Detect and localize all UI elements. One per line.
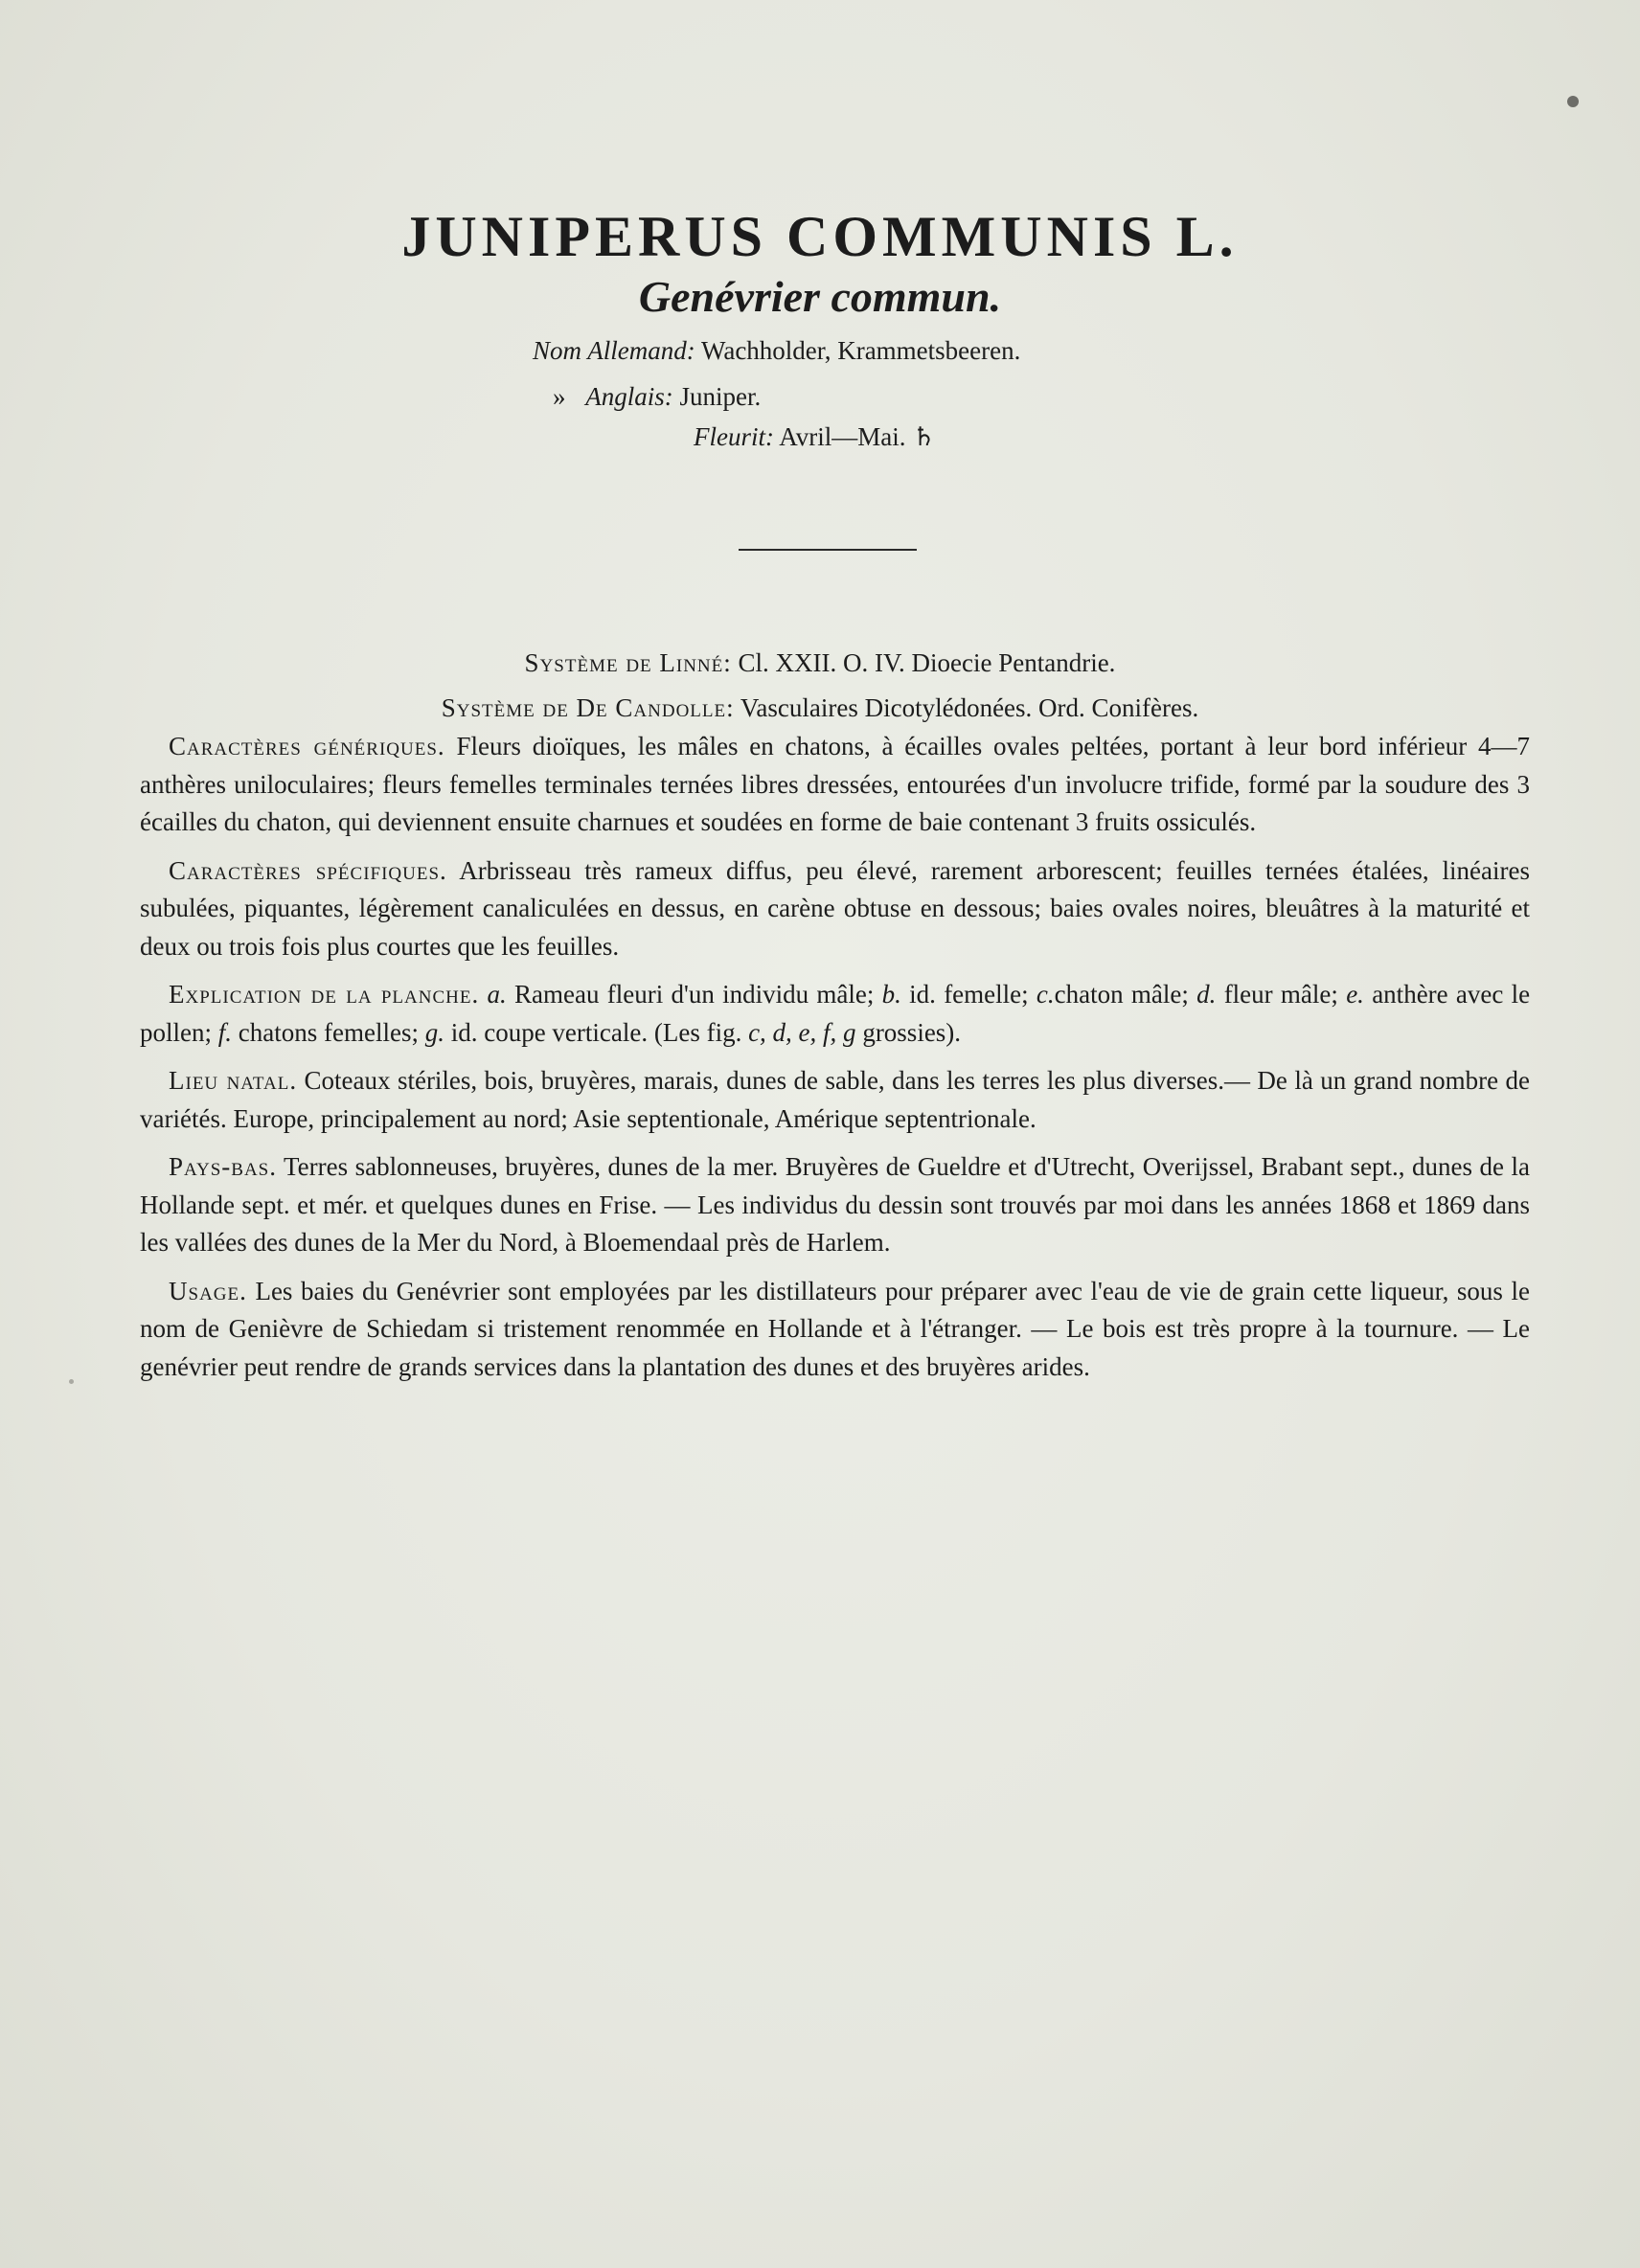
separator-rule — [739, 549, 917, 551]
fig-letter-a: a. — [487, 980, 507, 1009]
candolle-system-line — [0, 691, 1640, 725]
fig-letter-c: c. — [1036, 980, 1055, 1009]
generic-characters-label: Caractères génériques. — [169, 732, 445, 760]
netherlands-label: Pays-bas. — [169, 1152, 277, 1181]
plate-explanation-label: Explication de la planche. — [169, 980, 480, 1009]
flowering-line — [694, 420, 935, 454]
english-name-value: Juniper. — [679, 382, 762, 411]
generic-characters-paragraph — [140, 728, 1530, 842]
fig-letter-d: d. — [1196, 980, 1217, 1009]
fig-letter-e: e. — [1346, 980, 1364, 1009]
specific-characters-text: Arbrisseau très rameux diffus, peu élevé, rarement arborescent; feuilles ternées étalées, linéaires subulées, piquantes, légèrement canaliculées en dessus, en carène obtuse en dessous; baies ovales noires, bleuâtres à la maturité et deux ou trois fois plus courtes que les feuilles. — [140, 855, 1531, 961]
candolle-label: Système de De Candolle: — [441, 693, 735, 722]
native-habitat-text: Coteaux stériles, bois, bruyères, marais, dunes de sable, dans les terres les plus diverses.— De là un grand nombre de variétés. Europe, principalement au nord; Asie septentionale, Amérique septentrionale. — [140, 1066, 1530, 1133]
english-name-label: Anglais: — [585, 382, 673, 411]
plate-explanation-text: grossies). — [862, 1017, 962, 1047]
english-name-line — [553, 379, 761, 414]
paper-speck — [69, 1379, 74, 1384]
usage-text: Les baies du Genévrier sont employées par les distillateurs pour préparer avec l'eau de vie de grain cette liqueur, sous le nom de Genièvre de Schiedam si tristement renommée en Hollande et à l'étranger. — Le bois est très propre à la tournure. — Le genévrier peut rendre de grands services dans la plantation des dunes et des bruyères arides. — [140, 1276, 1530, 1381]
fig-letter-g: g. — [424, 1017, 444, 1047]
specific-characters-paragraph — [140, 852, 1530, 966]
common-name-subtitle: Genévrier commun. — [638, 272, 1002, 321]
flowering-value: Avril—Mai. ♄ — [779, 422, 936, 451]
flowering-label: Fleurit: — [694, 422, 774, 451]
plate-explanation-paragraph — [140, 976, 1530, 1052]
netherlands-text: Terres sablonneuses, bruyères, dunes de la mer. Bruyères de Gueldre et d'Utrecht, Overijssel, Brabant sept., dunes de la Hollande sept. et mér. et quelques dunes en Frise. — Les individus du dessin sont trouvés par moi dans les années 1868 et 1869 dans les vallées des dunes de la Mer du Nord, à Bloemendaal près de Harlem. — [140, 1152, 1530, 1257]
plate-explanation-text: anthère avec le pollen; — [140, 980, 1531, 1047]
ditto-mark: » — [553, 382, 566, 411]
plate-explanation-text: fleur mâle; — [1223, 980, 1338, 1009]
plate-explanation-text: id. coupe verticale. (Les fig. — [450, 1017, 742, 1047]
fig-letters-enlarged: c, d, e, f, g — [748, 1017, 856, 1047]
german-name-label: Nom Allemand: — [533, 336, 695, 365]
native-habitat-label: Lieu natal. — [169, 1066, 298, 1095]
generic-characters-text: Fleurs dioïques, les mâles en chatons, à écailles ovales peltées, portant à leur bord inférieur 4—7 anthères uniloculaires; fleurs femelles terminales ternées libres dressées, entourées d'un involucre trifide, formé par la soudure des 3 écailles du chaton, qui deviennent ensuite charnues et soudées en forme de baie contenant 3 fruits ossiculés. — [140, 732, 1531, 836]
specific-characters-label: Caractères spécifiques. — [169, 855, 447, 885]
fig-letter-b: b. — [881, 980, 901, 1009]
plate-explanation-text: Rameau fleuri d'un individu mâle; — [514, 980, 875, 1009]
usage-paragraph — [140, 1273, 1530, 1387]
linne-system-line — [0, 646, 1640, 680]
description-body — [140, 728, 1530, 1396]
german-name-line — [533, 333, 1020, 368]
linne-label: Système de Linné: — [524, 648, 732, 677]
paper-speck — [1567, 96, 1579, 107]
plate-explanation-text: chaton mâle; — [1054, 980, 1189, 1009]
usage-label: Usage. — [169, 1276, 247, 1305]
native-habitat-paragraph — [140, 1062, 1530, 1138]
fig-letter-f: f. — [217, 1017, 233, 1047]
plate-explanation-text: chatons femelles; — [238, 1017, 419, 1047]
linne-value: Cl. XXII. O. IV. Dioecie Pentandrie. — [738, 648, 1116, 677]
candolle-value: Vasculaires Dicotylédonées. Ord. Conifères. — [740, 693, 1199, 722]
species-title: JUNIPERUS COMMUNIS L. — [401, 205, 1239, 268]
german-name-value: Wachholder, Krammetsbeeren. — [701, 336, 1021, 365]
plate-explanation-text: id. femelle; — [909, 980, 1029, 1009]
netherlands-paragraph — [140, 1148, 1530, 1262]
